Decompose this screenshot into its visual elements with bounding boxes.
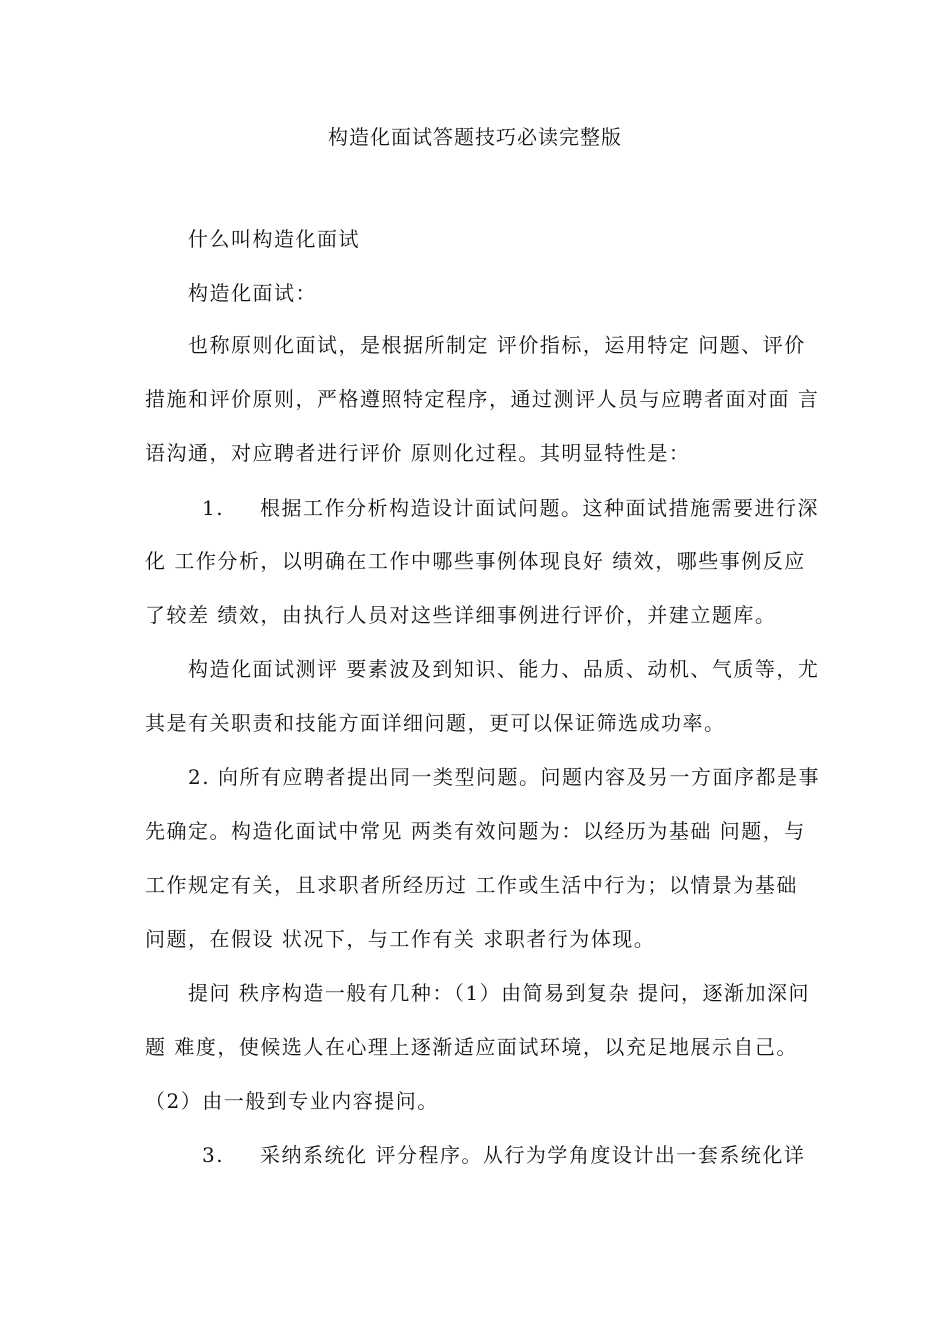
list-item-text: 采纳系统化 评分程序。从行为学角度设计出一套系统化详 (260, 1143, 806, 1167)
document-title: 构造化面试答题技巧必读完整版 (328, 125, 622, 149)
list-item-number: 1. (202, 496, 225, 520)
paragraph-line: 工作规定有关，且求职者所经历过 工作或生活中行为；以情景为基础 (145, 873, 798, 897)
paragraph-line: 2. 向所有应聘者提出同一类型问题。问题内容及另一方面序都是事 (188, 765, 820, 789)
paragraph-line: （2）由一般到专业内容提问。 (145, 1089, 439, 1113)
section-heading: 什么叫构造化面试 (188, 227, 360, 251)
paragraph-line: 也称原则化面试，是根据所制定 评价指标，运用特定 问题、评价 (188, 333, 806, 357)
paragraph-line: 措施和评价原则，严格遵照特定程序，通过测评人员与应聘者面对面 言 (145, 387, 820, 411)
paragraph-line: 语沟通，对应聘者进行评价 原则化过程。其明显特性是： (145, 441, 691, 465)
paragraph-line: 了较差 绩效，由执行人员对这些详细事例进行评价，并建立题库。 (145, 603, 777, 627)
list-item-3-first-line (202, 1140, 805, 1170)
paragraph-line: 提问 秩序构造一般有几种：（1）由简易到复杂 提问，逐渐加深问 (188, 981, 810, 1005)
paragraph-line: 题 难度，使候选人在心理上逐渐适应面试环境，以充足地展示自己。 (145, 1035, 798, 1059)
paragraph-line: 问题，在假设 状况下，与工作有关 求职者行为体现。 (145, 927, 656, 951)
paragraph-line: 其是有关职责和技能方面详细问题，更可以保证筛选成功率。 (145, 711, 726, 735)
paragraph-line: 先确定。构造化面试中常见 两类有效问题为：以经历为基础 问题，与 (145, 819, 806, 843)
section-subheading: 构造化面试： (188, 281, 317, 305)
paragraph-line: 构造化面试测评 要素波及到知识、能力、品质、动机、气质等，尤 (188, 657, 820, 681)
paragraph-line: 化 工作分析，以明确在工作中哪些事例体现良好 绩效，哪些事例反应 (145, 549, 806, 573)
list-item-1-first-line (202, 493, 819, 523)
list-item-text: 根据工作分析构造设计面试问题。这种面试措施需要进行深 (260, 496, 819, 520)
list-item-number: 3. (202, 1143, 225, 1167)
